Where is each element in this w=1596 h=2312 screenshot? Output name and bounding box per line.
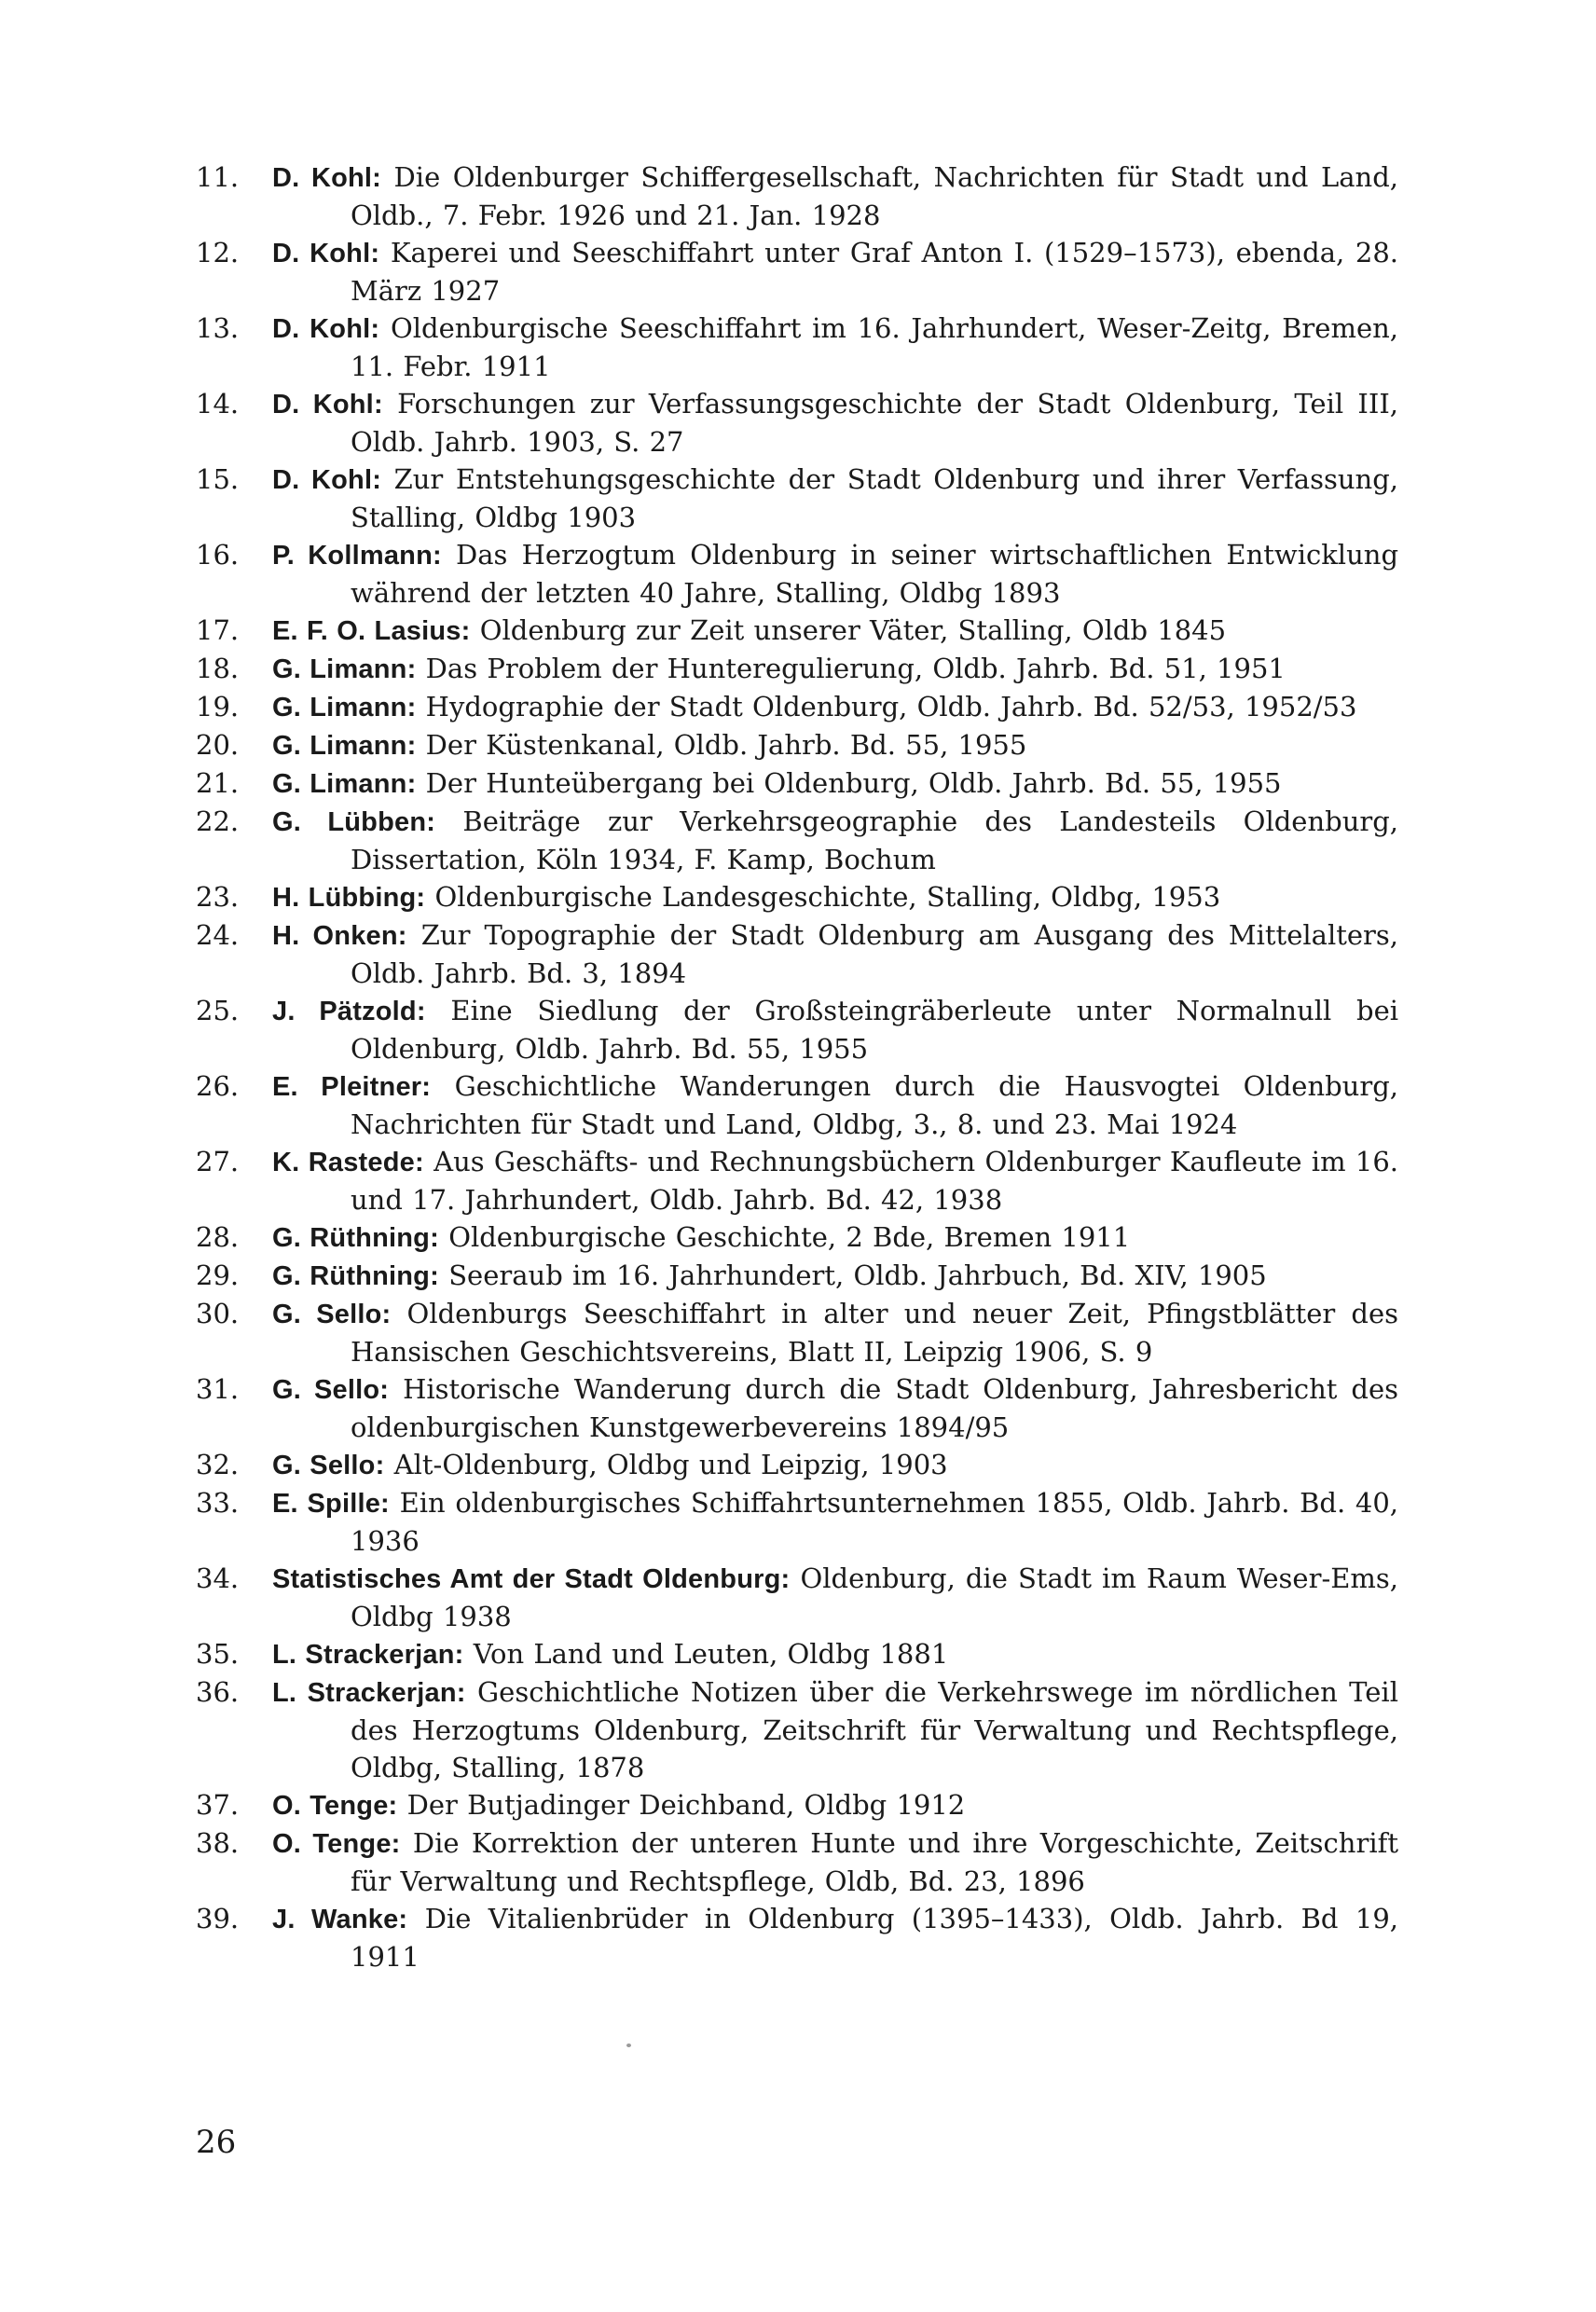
entry-title: Alt-Oldenburg, Oldbg und Leipzig, 1903 xyxy=(393,1449,948,1480)
entry-author: G. Limann: xyxy=(272,654,417,684)
entry-title: Die Korrektion der unteren Hunte und ihre Vorgeschichte, Zeitschrift für Verwaltung und Rechtspflege, Oldb, Bd. 23, 1896 xyxy=(351,1827,1398,1897)
entry-title: Kaperei und Seeschiffahrt unter Graf Anton I. (1529–1573), ebenda, 28. März 1927 xyxy=(351,237,1398,307)
bibliography-entry xyxy=(196,158,1398,234)
bibliography-entry xyxy=(196,1673,1398,1786)
entry-number: 11. xyxy=(196,161,240,193)
entry-body xyxy=(272,1370,1398,1446)
entry-number: 18. xyxy=(196,653,240,684)
entry-title: Geschichtliche Notizen über die Verkehrswege im nördlichen Teil des Herzogtums Oldenburg, Zeitschrift für Verwaltung und Rechtspflege, Oldbg, Stalling, 1878 xyxy=(351,1676,1398,1783)
page-number: 26 xyxy=(196,2124,237,2161)
entry-author: O. Tenge: xyxy=(272,1791,398,1821)
entry-author: E. Spille: xyxy=(272,1489,390,1519)
entry-body xyxy=(272,1257,1398,1295)
entry-title: Oldenburgische Seeschiffahrt im 16. Jahrhundert, Weser-Zeitg, Bremen, 11. Febr. 1911 xyxy=(351,312,1399,382)
entry-title: Oldenburg, die Stadt im Raum Weser-Ems, Oldbg 1938 xyxy=(351,1562,1399,1632)
entry-title: Oldenburgische Geschichte, 2 Bde, Bremen 1911 xyxy=(448,1221,1131,1253)
bibliography-entry xyxy=(196,764,1398,803)
entry-body xyxy=(272,234,1398,310)
entry-body xyxy=(272,1673,1398,1786)
entry-number: 17. xyxy=(196,614,240,646)
entry-number: 32. xyxy=(196,1449,240,1480)
entry-title: Oldenburgische Landesgeschichte, Stalling, Oldbg, 1953 xyxy=(434,881,1221,913)
entry-body xyxy=(272,1143,1398,1218)
entry-author: E. Pleitner: xyxy=(272,1072,432,1102)
bibliography-entry xyxy=(196,992,1398,1067)
entry-body xyxy=(272,1635,1398,1673)
entry-body xyxy=(272,385,1398,461)
entry-title: Forschungen zur Verfassungsgeschichte der Stadt Oldenburg, Teil III, Oldb. Jahrb. 1903, S. 27 xyxy=(351,388,1398,458)
entry-author: D. Kohl: xyxy=(272,163,382,193)
bibliography-entry xyxy=(196,1824,1398,1900)
entry-author: G. Limann: xyxy=(272,731,417,761)
entry-number: 33. xyxy=(196,1487,240,1519)
entry-number: 26. xyxy=(196,1070,240,1102)
entry-number: 35. xyxy=(196,1638,240,1670)
entry-number: 37. xyxy=(196,1789,240,1821)
entry-number: 15. xyxy=(196,463,240,495)
entry-number: 36. xyxy=(196,1676,240,1708)
entry-author: G. Limann: xyxy=(272,693,417,722)
bibliography-entry xyxy=(196,1370,1398,1446)
entry-number: 13. xyxy=(196,312,240,344)
entry-title: Eine Siedlung der Großsteingräberleute unter Normalnull bei Oldenburg, Oldb. Jahrb. Bd. 55, 1955 xyxy=(351,995,1398,1065)
bibliography-entry xyxy=(196,650,1398,688)
entry-author: G. Lübben: xyxy=(272,807,436,837)
entry-title: Hydographie der Stadt Oldenburg, Oldb. Jahrb. Bd. 52/53, 1952/53 xyxy=(425,691,1357,722)
entry-number: 27. xyxy=(196,1146,240,1177)
entry-author: L. Strackerjan: xyxy=(272,1678,466,1708)
bibliography-entry xyxy=(196,688,1398,726)
entry-number: 12. xyxy=(196,237,240,268)
entry-author: G. Sello: xyxy=(272,1375,390,1405)
entry-title: Oldenburg zur Zeit unserer Väter, Stalling, Oldb 1845 xyxy=(479,614,1227,646)
entry-number: 34. xyxy=(196,1562,240,1594)
bibliography-entry xyxy=(196,1295,1398,1370)
bibliography-entry xyxy=(196,1786,1398,1824)
bibliography-entry xyxy=(196,1067,1398,1143)
entry-title: Das Herzogtum Oldenburg in seiner wirtschaftlichen Entwicklung während der letzten 40 Jahre, Stalling, Oldbg 1893 xyxy=(351,539,1399,609)
bibliography-entry xyxy=(196,1218,1398,1257)
bibliography-entry xyxy=(196,1560,1398,1635)
entry-number: 23. xyxy=(196,881,240,913)
bibliography-entry xyxy=(196,234,1398,310)
entry-body xyxy=(272,878,1398,916)
entry-body xyxy=(272,158,1398,234)
bibliography-entry xyxy=(196,385,1398,461)
entry-number: 20. xyxy=(196,729,240,761)
entry-body xyxy=(272,1484,1398,1560)
bibliography-entry xyxy=(196,916,1398,992)
entry-body xyxy=(272,764,1398,803)
bibliography-list xyxy=(196,158,1398,1975)
entry-body xyxy=(272,461,1398,536)
bibliography-entry xyxy=(196,1635,1398,1673)
bibliography-entry xyxy=(196,461,1398,536)
entry-title: Seeraub im 16. Jahrhundert, Oldb. Jahrbuch, Bd. XIV, 1905 xyxy=(448,1259,1267,1291)
entry-title: Oldenburgs Seeschiffahrt in alter und neuer Zeit, Pfingstblätter des Hansischen Geschichtsvereins, Blatt II, Leipzig 1906, S. 9 xyxy=(351,1298,1399,1368)
entry-body xyxy=(272,310,1398,385)
entry-number: 31. xyxy=(196,1373,240,1405)
entry-body xyxy=(272,726,1398,764)
entry-number: 22. xyxy=(196,805,240,837)
entry-number: 19. xyxy=(196,691,240,722)
entry-title: Der Küstenkanal, Oldb. Jahrb. Bd. 55, 1955 xyxy=(425,729,1027,761)
entry-author: E. F. O. Lasius: xyxy=(272,616,471,646)
entry-body xyxy=(272,803,1398,878)
entry-number: 39. xyxy=(196,1903,240,1934)
entry-title: Zur Topographie der Stadt Oldenburg am Ausgang des Mittelalters, Oldb. Jahrb. Bd. 3, 1894 xyxy=(351,919,1398,989)
entry-title: Der Butjadinger Deichband, Oldbg 1912 xyxy=(406,1789,966,1821)
entry-author: D. Kohl: xyxy=(272,390,383,420)
entry-title: Aus Geschäfts- und Rechnungsbüchern Oldenburger Kaufleute im 16. und 17. Jahrhundert, Oldb. Jahrb. Bd. 42, 1938 xyxy=(351,1146,1398,1216)
entry-title: Die Oldenburger Schiffergesellschaft, Nachrichten für Stadt und Land, Oldb., 7. Febr. 1926 und 21. Jan. 1928 xyxy=(351,161,1398,231)
bibliography-entry xyxy=(196,1257,1398,1295)
entry-author: P. Kollmann: xyxy=(272,541,442,571)
entry-author: D. Kohl: xyxy=(272,239,380,268)
entry-author: L. Strackerjan: xyxy=(272,1640,464,1670)
entry-author: Statistisches Amt der Stadt Oldenburg: xyxy=(272,1564,791,1594)
entry-body xyxy=(272,1824,1398,1900)
entry-author: D. Kohl: xyxy=(272,465,382,495)
bibliography-entry xyxy=(196,1484,1398,1560)
entry-body xyxy=(272,1786,1398,1824)
entry-title: Die Vitalienbrüder in Oldenburg (1395–1433), Oldb. Jahrb. Bd 19, 1911 xyxy=(351,1903,1398,1973)
entry-body xyxy=(272,1900,1398,1975)
bibliography-entry xyxy=(196,536,1398,612)
entry-number: 28. xyxy=(196,1221,240,1253)
entry-number: 30. xyxy=(196,1298,240,1329)
entry-number: 14. xyxy=(196,388,240,420)
entry-author: G. Sello: xyxy=(272,1300,392,1329)
entry-title: Beiträge zur Verkehrsgeographie des Landesteils Oldenburg, Dissertation, Köln 1934, F. Kamp, Bochum xyxy=(351,805,1399,875)
entry-number: 38. xyxy=(196,1827,240,1859)
entry-body xyxy=(272,1067,1398,1143)
entry-author: G. Sello: xyxy=(272,1451,385,1480)
entry-body xyxy=(272,1295,1398,1370)
bibliography-entry xyxy=(196,1446,1398,1484)
entry-title: Der Hunteübergang bei Oldenburg, Oldb. Jahrb. Bd. 55, 1955 xyxy=(425,767,1282,799)
entry-number: 29. xyxy=(196,1259,240,1291)
entry-title: Ein oldenburgisches Schiffahrtsunternehmen 1855, Oldb. Jahrb. Bd. 40, 1936 xyxy=(351,1487,1398,1557)
entry-number: 21. xyxy=(196,767,240,799)
entry-body xyxy=(272,1560,1398,1635)
entry-author: O. Tenge: xyxy=(272,1829,401,1859)
bibliography-entry xyxy=(196,803,1398,878)
entry-number: 25. xyxy=(196,995,240,1026)
bibliography-entry xyxy=(196,726,1398,764)
bibliography-entry xyxy=(196,1900,1398,1975)
bibliography-entry xyxy=(196,310,1398,385)
entry-title: Von Land und Leuten, Oldbg 1881 xyxy=(473,1638,949,1670)
entry-body xyxy=(272,650,1398,688)
entry-body xyxy=(272,688,1398,726)
entry-number: 16. xyxy=(196,539,240,571)
entry-number: 24. xyxy=(196,919,240,951)
entry-author: J. Pätzold: xyxy=(272,997,426,1026)
entry-body xyxy=(272,916,1398,992)
entry-author: H. Lübbing: xyxy=(272,883,426,913)
entry-title: Historische Wanderung durch die Stadt Oldenburg, Jahresbericht des oldenburgischen Kunstgewerbevereins 1894/95 xyxy=(351,1373,1398,1443)
entry-author: D. Kohl: xyxy=(272,314,380,344)
entry-body xyxy=(272,992,1398,1067)
bibliography-entry xyxy=(196,878,1398,916)
entry-body xyxy=(272,1218,1398,1257)
entry-author: G. Rüthning: xyxy=(272,1261,439,1291)
entry-title: Geschichtliche Wanderungen durch die Hausvogtei Oldenburg, Nachrichten für Stadt und Land, Oldbg, 3., 8. und 23. Mai 1924 xyxy=(351,1070,1399,1140)
entry-body xyxy=(272,536,1398,612)
entry-body xyxy=(272,1446,1398,1484)
bibliography-entry xyxy=(196,612,1398,650)
print-speck xyxy=(626,2044,631,2047)
entry-author: J. Wanke: xyxy=(272,1905,408,1934)
entry-title: Das Problem der Hunteregulierung, Oldb. Jahrb. Bd. 51, 1951 xyxy=(425,653,1286,684)
entry-title: Zur Entstehungsgeschichte der Stadt Oldenburg und ihrer Verfassung, Stalling, Oldbg 1903 xyxy=(351,463,1398,533)
entry-author: K. Rastede: xyxy=(272,1148,424,1177)
entry-author: G. Rüthning: xyxy=(272,1223,439,1253)
entry-author: H. Onken: xyxy=(272,921,407,951)
entry-author: G. Limann: xyxy=(272,769,417,799)
bibliography-entry xyxy=(196,1143,1398,1218)
entry-body xyxy=(272,612,1398,650)
